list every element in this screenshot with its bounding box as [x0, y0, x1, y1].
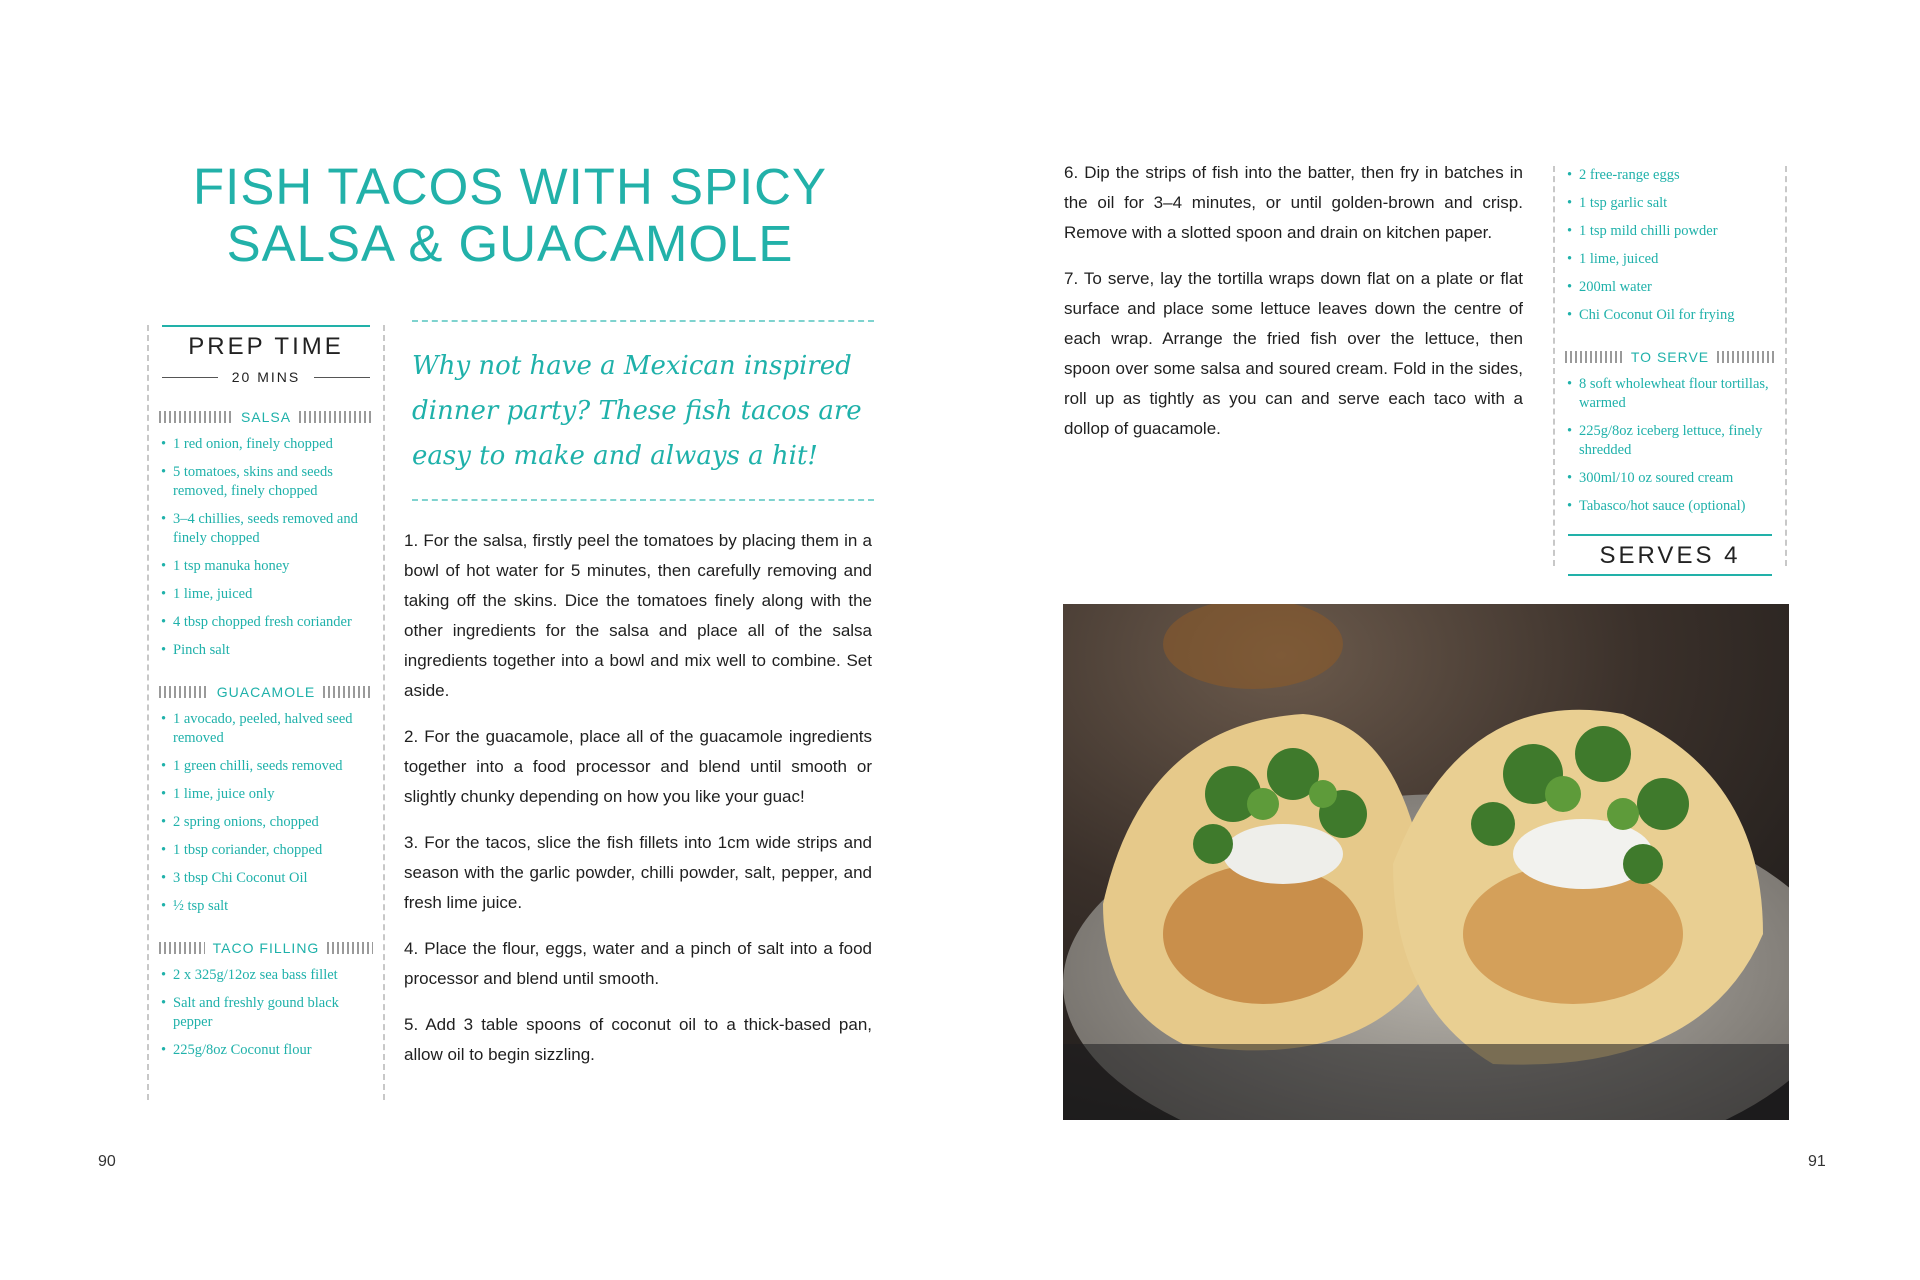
taco-filling-continued-list — [1565, 166, 1775, 325]
prep-time-box — [162, 325, 370, 385]
list-item: • 1 tsp garlic salt — [1565, 194, 1775, 213]
tick-divider — [323, 686, 373, 698]
tick-divider — [159, 942, 205, 954]
list-item: • 300ml/10 oz soured cream — [1565, 469, 1775, 488]
list-item: • 1 red onion, finely chopped — [159, 435, 373, 454]
tick-divider — [1565, 351, 1623, 363]
prep-time-label: PREP TIME — [188, 333, 344, 360]
list-item: • 1 tsp mild chilli powder — [1565, 222, 1775, 241]
list-item: • ½ tsp salt — [159, 897, 373, 916]
tick-divider — [159, 411, 233, 423]
method-left — [404, 526, 872, 1086]
title-line-2: SALSA & GUACAMOLE — [226, 215, 794, 272]
divider — [314, 377, 370, 378]
list-item: • 1 green chilli, seeds removed — [159, 757, 373, 776]
page-number-right: 91 — [1808, 1153, 1826, 1170]
list-item: • 2 spring onions, chopped — [159, 813, 373, 832]
tick-divider — [1717, 351, 1775, 363]
page-number-left: 90 — [98, 1153, 116, 1170]
method-step: 6. Dip the strips of fish into the batter, then fry in batches in the oil for 3–4 minutes, or until golden-brown and crisp. Remove with a slotted spoon and drain on kitchen paper. — [1064, 163, 1523, 242]
list-item: • 3–4 chillies, seeds removed and finely chopped — [159, 510, 373, 548]
recipe-title — [150, 158, 870, 272]
list-item: • 1 lime, juiced — [159, 585, 373, 604]
ingredients-sidebar-right — [1553, 166, 1787, 569]
serves-label: SERVES 4 — [1568, 534, 1772, 576]
list-item: • 200ml water — [1565, 278, 1775, 297]
list-item: • 1 tbsp coriander, chopped — [159, 841, 373, 860]
method-right — [1064, 158, 1523, 460]
tick-divider — [299, 411, 373, 423]
list-item: • 225g/8oz Coconut flour — [159, 1041, 373, 1060]
tick-divider — [327, 942, 373, 954]
salsa-list — [159, 435, 373, 660]
intro-quote: Why not have a Mexican inspired dinner party? These fish tacos are easy to make and always a hit! — [412, 320, 874, 501]
list-item: • 1 lime, juiced — [1565, 250, 1775, 269]
list-item: • 2 x 325g/12oz sea bass fillet — [159, 966, 373, 985]
list-item: • 5 tomatoes, skins and seeds removed, finely chopped — [159, 463, 373, 501]
method-step: 3. For the tacos, slice the fish fillets into 1cm wide strips and season with the garlic powder, chilli powder, salt, pepper, and fresh lime juice. — [404, 833, 872, 912]
prep-time-value: 20 MINS — [231, 369, 301, 385]
list-item: • Salt and freshly gound black pepper — [159, 994, 373, 1032]
list-item: • 1 tsp manuka honey — [159, 557, 373, 576]
section-heading-to-serve: TO SERVE — [1565, 349, 1775, 365]
section-heading-guacamole: GUACAMOLE — [159, 684, 373, 700]
tick-divider — [159, 686, 209, 698]
fish-tacos-illustration — [1063, 604, 1789, 1120]
list-item: • 4 tbsp chopped fresh coriander — [159, 613, 373, 632]
section-heading-salsa: SALSA — [159, 409, 373, 425]
guacamole-list — [159, 710, 373, 916]
method-step: 4. Place the flour, eggs, water and a pinch of salt into a food processor and blend until smooth. — [404, 939, 872, 988]
to-serve-list — [1565, 375, 1775, 516]
divider — [162, 377, 218, 378]
list-item: • 2 free-range eggs — [1565, 166, 1775, 185]
method-step: 1. For the salsa, firstly peel the tomatoes by placing them in a bowl of hot water for 5 minutes, then carefully removing and taking off the skins. Dice the tomatoes finely along with the other ingredients for the salsa and place all of the salsa ingredients together into a bowl and mix well to combine. Set aside. — [404, 531, 872, 700]
section-heading-taco-filling: TACO FILLING — [159, 940, 373, 956]
taco-filling-list — [159, 966, 373, 1060]
title-line-1: FISH TACOS WITH SPICY — [193, 158, 827, 215]
method-step: 5. Add 3 table spoons of coconut oil to a thick-based pan, allow oil to begin sizzling. — [404, 1015, 872, 1064]
list-item: • Pinch salt — [159, 641, 373, 660]
list-item: • 3 tbsp Chi Coconut Oil — [159, 869, 373, 888]
list-item: • 8 soft wholewheat flour tortillas, warmed — [1565, 375, 1775, 413]
list-item: • 1 lime, juice only — [159, 785, 373, 804]
ingredients-sidebar-left — [147, 325, 385, 1100]
method-step: 2. For the guacamole, place all of the guacamole ingredients together into a food processor and blend until smooth or slightly chunky depending on how you like your guac! — [404, 727, 872, 806]
fish-tacos-photo — [1063, 604, 1789, 1120]
list-item: • 1 avocado, peeled, halved seed removed — [159, 710, 373, 748]
method-step: 7. To serve, lay the tortilla wraps down flat on a plate or flat surface and place some lettuce leaves down the centre of each wrap. Arrange the fried fish over the lettuce, then spoon over some salsa and soured cream. Fold in the sides, roll up as tightly as you can and serve each taco with a dollop of guacamole. — [1064, 269, 1523, 438]
list-item: • 225g/8oz iceberg lettuce, finely shredded — [1565, 422, 1775, 460]
list-item: • Tabasco/hot sauce (optional) — [1565, 497, 1775, 516]
list-item: • Chi Coconut Oil for frying — [1565, 306, 1775, 325]
